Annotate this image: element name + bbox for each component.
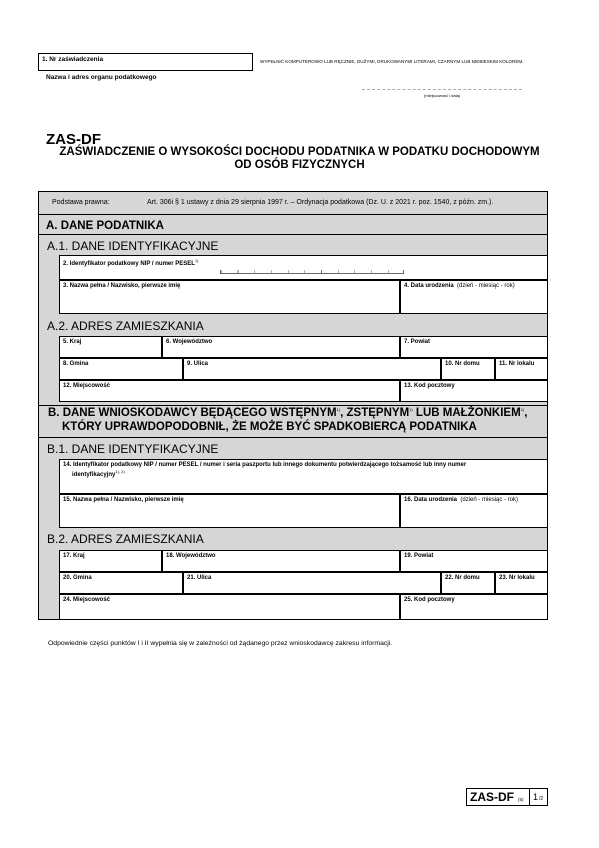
section-b-title: B. DANE WNIOSKODAWCY BĘDĄCEGO WSTĘPNYM$^{1)}$, ZSTĘPNYM$^{1)}$ LUB MAŁŻONKIEM$^{1)}$,: [48, 407, 528, 419]
b-city-label: 24. Miejscowość: [63, 597, 111, 603]
a-county-field[interactable]: [400, 336, 548, 358]
b-street-field[interactable]: [183, 572, 441, 594]
a-apartment-number-label: 11. Nr lokalu: [499, 361, 535, 367]
certificate-number-label: 1. Nr zaświadczenia: [42, 56, 104, 63]
a-street-field[interactable]: [183, 358, 441, 380]
tax-office-label: Nazwa i adres organu podatkowego: [46, 74, 157, 81]
a-voivodeship-label: 6. Województwo: [166, 339, 213, 345]
taxpayer-birthdate-field[interactable]: [400, 280, 548, 314]
form-code-footer: ZAS-DF: [470, 790, 514, 804]
taxpayer-birthdate-label: 4. Data urodzenia (dzień - miesiąc - rok): [404, 283, 515, 289]
a-country-field[interactable]: [59, 336, 162, 358]
b-apartment-number-field[interactable]: [495, 572, 548, 594]
form-code-box: [466, 788, 548, 806]
section-b-divider: [38, 437, 548, 438]
b-county-field[interactable]: [400, 550, 548, 572]
fill-instructions: WYPEŁNIĆ KOMPUTEROWO LUB RĘCZNIE, DUŻYMI, DRUKOWANYMI LITERAMI, CZARNYM LUB NIEBIESKIM KOLOREM.: [260, 59, 524, 64]
legal-basis-label: Podstawa prawna:: [52, 199, 110, 206]
a-municipality-field[interactable]: [59, 358, 183, 380]
b-municipality-label: 20. Gmina: [63, 575, 92, 581]
applicant-id-label-cont: identyfikacyjny$^{1), 2)}$: [72, 469, 125, 478]
b-house-number-field[interactable]: [441, 572, 495, 594]
section-b2-title: B.2. ADRES ZAMIESZKANIA: [47, 532, 204, 546]
section-a2-title: A.2. ADRES ZAMIESZKANIA: [47, 319, 204, 333]
a-county-label: 7. Powiat: [404, 339, 431, 345]
b-apartment-number-label: 23. Nr lokalu: [499, 575, 535, 581]
applicant-id-label: 14. Identyfikator podatkowy NIP / numer PESEL / numer i seria paszportu lub innego dokumentu potwierdzającego tożsamość lub inny numer: [63, 462, 467, 468]
a-postal-code-field[interactable]: [400, 380, 548, 402]
section-a1-title: A.1. DANE IDENTYFIKACYJNE: [47, 239, 219, 253]
b-voivodeship-field[interactable]: [162, 550, 400, 572]
section-a-title: A. DANE PODATNIKA: [46, 220, 164, 232]
form-title-line2: OD OSÓB FIZYCZNYCH: [234, 159, 365, 171]
section-b1-title: B.1. DANE IDENTYFIKACYJNE: [47, 442, 219, 456]
b-street-label: 21. Ulica: [187, 575, 212, 581]
a-city-label: 12. Miejscowość: [63, 383, 111, 389]
a-voivodeship-field[interactable]: [162, 336, 400, 358]
legal-basis-row: [38, 191, 548, 215]
page-number: 1: [533, 792, 539, 802]
b-postal-code-label: 25. Kod pocztowy: [404, 597, 455, 603]
legal-basis-text: Art. 306i § 1 ustawy z dnia 29 sierpnia 1997 r. – Ordynacja podatkowa (Dz. U. z 2021 r. poz. 1540, z późn. zm.).: [147, 199, 494, 206]
taxpayer-id-field[interactable]: [59, 255, 548, 280]
page-divider: [529, 789, 530, 805]
b-city-field[interactable]: [59, 594, 400, 620]
a-municipality-label: 8. Gmina: [63, 361, 89, 367]
applicant-name-field[interactable]: [59, 494, 400, 528]
a-apartment-number-field[interactable]: [495, 358, 548, 380]
a-country-label: 5. Kraj: [63, 339, 82, 345]
section-a-divider: [38, 234, 548, 235]
a-street-label: 9. Ulica: [187, 361, 209, 367]
section-b-title-line2: KTÓRY UPRAWDOPODOBNIŁ, ŻE MOŻE BYĆ SPADKOBIERCĄ PODATNIKA: [62, 421, 477, 433]
b-country-field[interactable]: [59, 550, 162, 572]
form-version: (5): [518, 797, 524, 802]
taxpayer-id-label: 2. Identyfikator podatkowy NIP / numer PESEL$^{1)}$: [63, 258, 199, 267]
b-house-number-label: 22. Nr domu: [445, 575, 480, 581]
footer-note: Odpowiednie części punktów I i II wypełnia się w zależności od żądanego przez wnioskodawcę zakresu informacji.: [48, 640, 393, 647]
b-voivodeship-label: 18. Województwo: [166, 553, 216, 559]
page-total: /2: [539, 796, 544, 802]
a-house-number-field[interactable]: [441, 358, 495, 380]
id-digit-boxes: [220, 270, 404, 274]
section-b-divider-top: [38, 405, 548, 406]
b-municipality-field[interactable]: [59, 572, 183, 594]
b-postal-code-field[interactable]: [400, 594, 548, 620]
b-county-label: 19. Powiat: [404, 553, 434, 559]
place-date-label: (miejscowość i data): [424, 93, 461, 98]
applicant-birthdate-field[interactable]: [400, 494, 548, 528]
a-postal-code-label: 13. Kod pocztowy: [404, 383, 455, 389]
a-city-field[interactable]: [59, 380, 400, 402]
a-house-number-label: 10. Nr domu: [445, 361, 480, 367]
place-date-line[interactable]: [362, 89, 522, 90]
certificate-number-field[interactable]: [38, 53, 253, 71]
applicant-id-field[interactable]: [59, 459, 548, 494]
taxpayer-name-label: 3. Nazwa pełna / Nazwisko, pierwsze imię: [63, 283, 181, 289]
applicant-birthdate-label: 16. Data urodzenia (dzień - miesiąc - rok): [404, 497, 519, 503]
form-title-line1: ZAŚWIADCZENIE O WYSOKOŚCI DOCHODU PODATNIKA W PODATKU DOCHODOWYM: [59, 146, 540, 158]
b-country-label: 17. Kraj: [63, 553, 85, 559]
form-code-title: ZAS-DF: [46, 131, 101, 148]
taxpayer-name-field[interactable]: [59, 280, 400, 314]
applicant-name-label: 15. Nazwa pełna / Nazwisko, pierwsze imię: [63, 497, 184, 503]
